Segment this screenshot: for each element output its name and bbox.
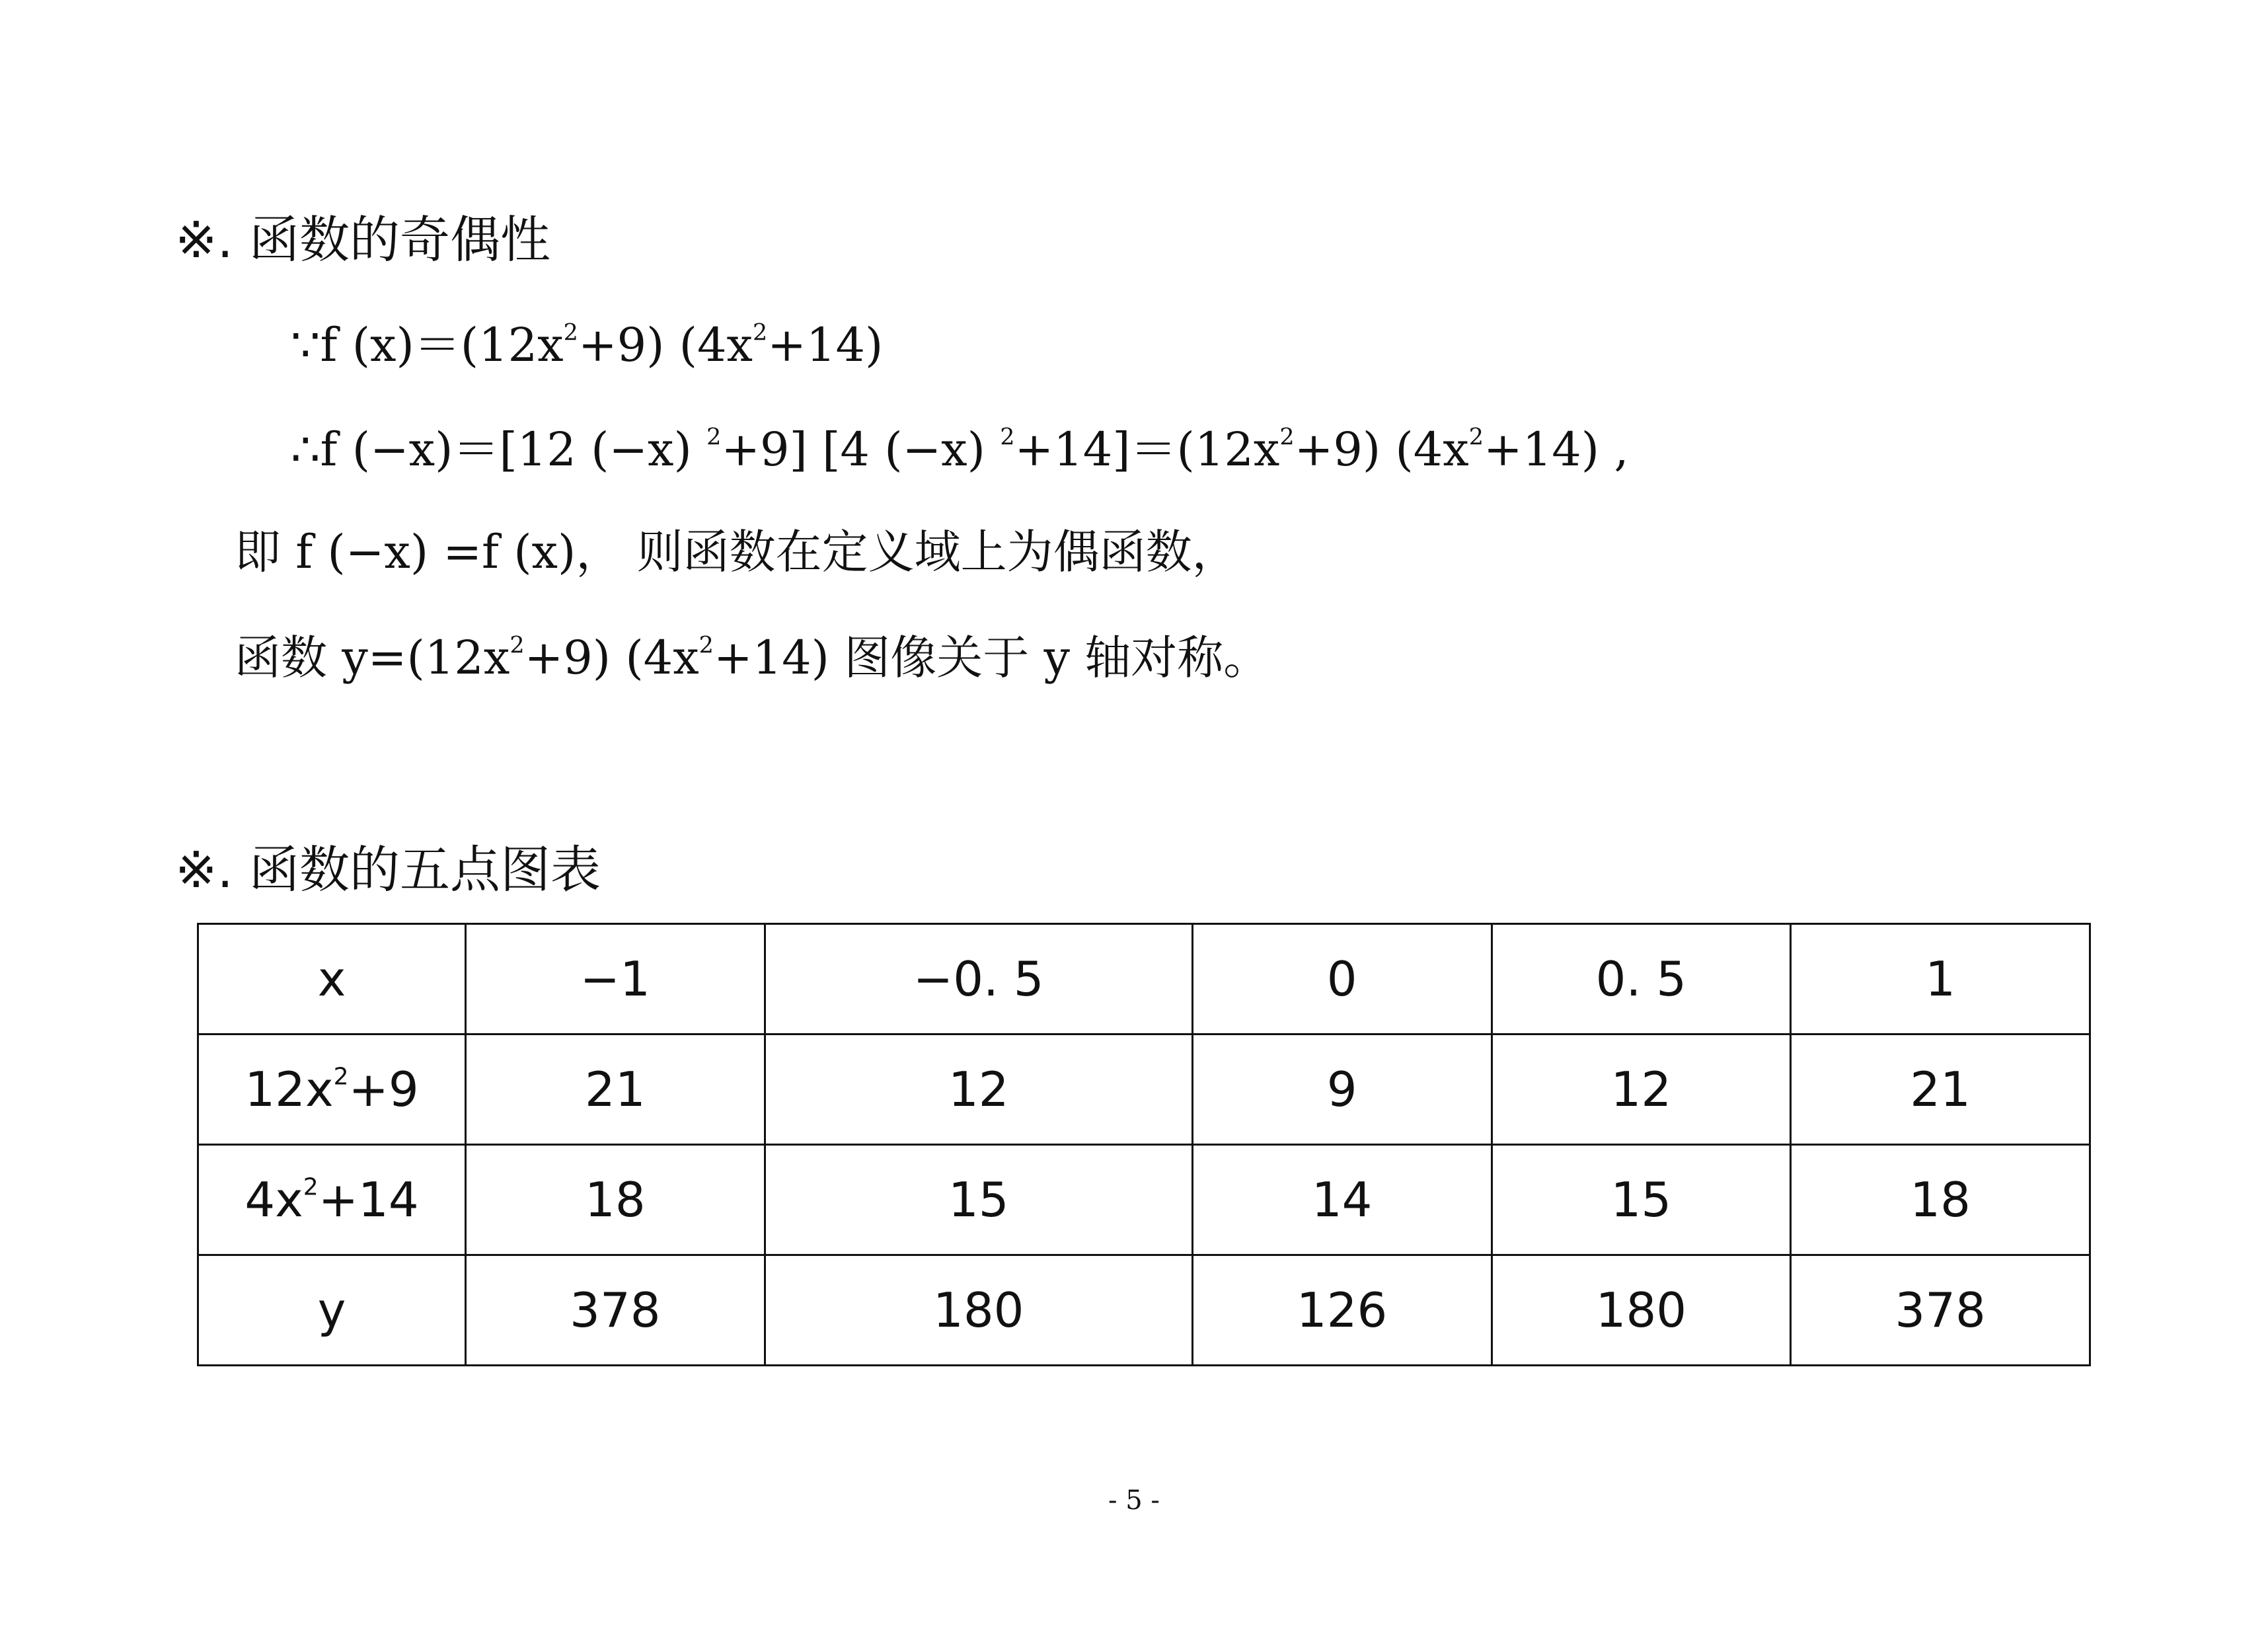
exponent: 2 bbox=[1279, 424, 1295, 451]
row-label-f2 bbox=[198, 1145, 466, 1255]
since-text-c: +14) bbox=[767, 318, 884, 372]
table-cell: 180 bbox=[1492, 1255, 1791, 1366]
table-cell: 21 bbox=[1791, 1035, 2090, 1145]
therefore-equation-line bbox=[291, 422, 1629, 477]
table-cell: 18 bbox=[1791, 1145, 2090, 1255]
symmetry-text-c: +14) 图像关于 y 轴对称。 bbox=[713, 631, 1270, 685]
table-cell: 180 bbox=[765, 1255, 1192, 1366]
table-row-x bbox=[198, 924, 2090, 1035]
table-cell: 378 bbox=[1791, 1255, 2090, 1366]
table-cell: 1 bbox=[1791, 924, 2090, 1035]
table-cell: 126 bbox=[1192, 1255, 1492, 1366]
table-cell: 378 bbox=[466, 1255, 765, 1366]
exponent: 2 bbox=[333, 1063, 349, 1091]
row-label-f1 bbox=[198, 1035, 466, 1145]
table-row-y bbox=[198, 1255, 2090, 1366]
exponent: 2 bbox=[1468, 424, 1484, 451]
table-cell: 0 bbox=[1192, 924, 1492, 1035]
therefore-text-d: +9) (4x bbox=[1294, 422, 1469, 477]
exponent: 2 bbox=[699, 632, 714, 659]
exponent: 2 bbox=[706, 424, 722, 451]
exponent: 2 bbox=[510, 632, 525, 659]
table-cell: 14 bbox=[1192, 1145, 1492, 1255]
since-equation-line bbox=[291, 318, 884, 372]
row-label-f1-a: 12x bbox=[245, 1062, 334, 1117]
conclusion-line: 即 f (−x) =f (x)， 则函数在定义域上为偶函数， bbox=[235, 525, 1238, 579]
exponent: 2 bbox=[753, 319, 768, 346]
section-heading-five-point-table: ※. 函数的五点图表 bbox=[175, 840, 601, 899]
therefore-text-e: +14) , bbox=[1484, 422, 1629, 477]
page-number: - 5 - bbox=[1108, 1485, 1160, 1516]
row-label-x: x bbox=[198, 924, 466, 1035]
therefore-text-b: +9] [4 (−x) bbox=[721, 422, 1001, 477]
table-cell: 12 bbox=[765, 1035, 1192, 1145]
table-row-f2 bbox=[198, 1145, 2090, 1255]
therefore-text-c: +14]＝(12x bbox=[1014, 422, 1280, 477]
exponent: 2 bbox=[563, 319, 578, 346]
exponent: 2 bbox=[303, 1173, 319, 1201]
row-label-f2-a: 4x bbox=[245, 1172, 303, 1228]
since-text-b: +9) (4x bbox=[578, 318, 753, 372]
symmetry-line bbox=[235, 631, 1270, 685]
since-text-a: ∵f (x)＝(12x bbox=[291, 318, 564, 372]
table-cell: 18 bbox=[466, 1145, 765, 1255]
table-cell: −1 bbox=[466, 924, 765, 1035]
therefore-text-a: ∴f (−x)＝[12 (−x) bbox=[291, 422, 707, 477]
row-label-y: y bbox=[198, 1255, 466, 1366]
table-cell: 0. 5 bbox=[1492, 924, 1791, 1035]
row-label-f2-b: +14 bbox=[318, 1172, 419, 1228]
row-label-f1-b: +9 bbox=[348, 1062, 419, 1117]
table-cell: −0. 5 bbox=[765, 924, 1192, 1035]
table-cell: 15 bbox=[765, 1145, 1192, 1255]
five-point-table bbox=[197, 923, 2091, 1366]
exponent: 2 bbox=[1000, 424, 1015, 451]
symmetry-text-b: +9) (4x bbox=[524, 631, 699, 685]
symmetry-text-a: 函数 y=(12x bbox=[235, 631, 510, 685]
table-cell: 21 bbox=[466, 1035, 765, 1145]
table-cell: 12 bbox=[1492, 1035, 1791, 1145]
table-row-f1 bbox=[198, 1035, 2090, 1145]
section-heading-parity: ※. 函数的奇偶性 bbox=[175, 210, 550, 269]
table-cell: 15 bbox=[1492, 1145, 1791, 1255]
table-cell: 9 bbox=[1192, 1035, 1492, 1145]
